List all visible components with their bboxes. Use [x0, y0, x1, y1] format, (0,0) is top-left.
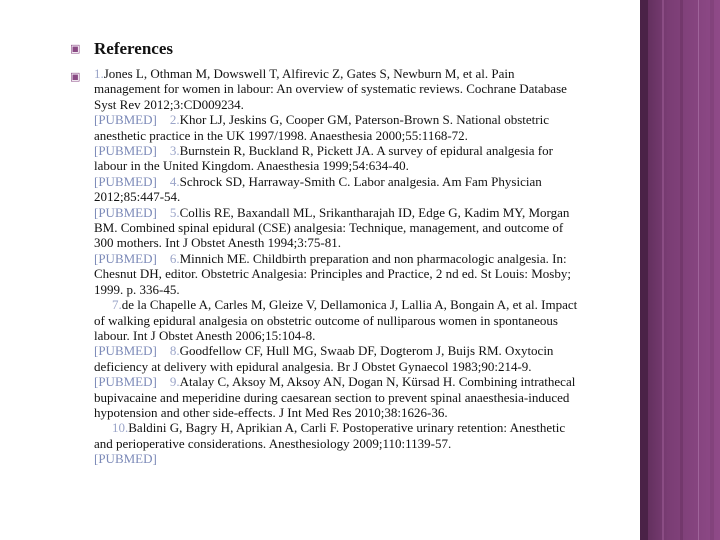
pubmed-link[interactable]: [PUBMED]	[94, 451, 157, 467]
pubmed-link[interactable]: [PUBMED]	[94, 112, 157, 128]
reference-number[interactable]: 7.	[112, 297, 122, 313]
reference-line	[94, 220, 664, 235]
pubmed-link[interactable]: [PUBMED]	[94, 250, 157, 266]
reference-line	[94, 143, 664, 158]
pubmed-link[interactable]: [PUBMED]	[94, 343, 157, 359]
reference-text: de la Chapelle A, Carles M, Gleize V, Dellamonica J, Lallia A, Bongain A, et al. Impact	[121, 297, 578, 313]
reference-text: 300 mothers. Int J Obstet Anesth 1994;3:75-81.	[94, 235, 341, 251]
reference-line	[94, 420, 664, 435]
reference-line	[94, 405, 664, 420]
reference-line	[94, 128, 664, 143]
pubmed-link[interactable]: [PUBMED]	[94, 173, 157, 189]
reference-text: 1999. p. 336-45.	[94, 281, 180, 297]
reference-number[interactable]: 9.	[169, 374, 180, 390]
reference-text: and perioperative considerations. Anesthesiology 2009;110:1139-57.	[94, 435, 452, 451]
reference-number[interactable]: 8.	[169, 343, 180, 359]
reference-text: deficiency at delivery with epidural analgesia. Br J Obstet Gynaecol 1983;90:214-9.	[94, 358, 532, 374]
reference-text: Syst Rev 2012;3:CD009234.	[94, 96, 244, 112]
references-list	[94, 66, 664, 467]
reference-line	[94, 359, 664, 374]
reference-line	[94, 313, 664, 328]
reference-line	[94, 158, 664, 173]
reference-text: labour in the United Kingdom. Anaesthesia 1999;54:634-40.	[94, 158, 409, 174]
reference-text: Burnstein R, Buckland R, Pickett JA. A survey of epidural analgesia for	[179, 143, 553, 159]
reference-line	[94, 251, 664, 266]
reference-line	[94, 97, 664, 112]
reference-text: BM. Combined spinal epidural (CSE) analgesia: Technique, management, and outcome of	[94, 220, 564, 236]
reference-line	[94, 390, 664, 405]
reference-text: labour. Int J Obstet Anesth 2006;15:104-8.	[94, 327, 316, 343]
pubmed-link[interactable]: [PUBMED]	[94, 204, 157, 220]
reference-text: Khor LJ, Jeskins G, Cooper GM, Paterson-Brown S. National obstetric	[179, 112, 549, 128]
reference-text: 2012;85:447-54.	[94, 189, 181, 205]
reference-line	[94, 174, 664, 189]
reference-text: Atalay C, Aksoy M, Aksoy AN, Dogan N, Kürsad H. Combining intrathecal	[179, 374, 576, 390]
sidebar-stripe	[698, 0, 699, 540]
reference-number[interactable]: 4.	[169, 173, 180, 189]
reference-line	[94, 282, 664, 297]
square-bullet-icon: ▣	[70, 70, 81, 83]
pubmed-link[interactable]: [PUBMED]	[94, 374, 157, 390]
reference-text: Minnich ME. Childbirth preparation and non pharmacologic analgesia. In:	[179, 250, 567, 266]
reference-line	[94, 235, 664, 250]
reference-line	[94, 66, 664, 81]
reference-text: Jones L, Othman M, Dowswell T, Alfirevic Z, Gates S, Newburn M, et al. Pain	[103, 66, 515, 81]
reference-number[interactable]: 3.	[169, 143, 180, 159]
reference-number[interactable]: 1.	[94, 66, 104, 81]
reference-line	[94, 266, 664, 281]
reference-line	[94, 205, 664, 220]
reference-text: Schrock SD, Harraway-Smith C. Labor analgesia. Am Fam Physician	[179, 173, 542, 189]
reference-number[interactable]: 10.	[112, 420, 129, 436]
reference-text: hypotension and other side-effects. J Int Med Res 2010;38:1626-36.	[94, 404, 448, 420]
reference-text: anesthetic practice in the UK 1997/1998. Anaesthesia 2000;55:1168-72.	[94, 127, 468, 143]
pubmed-link[interactable]: [PUBMED]	[94, 143, 157, 159]
reference-text: Chesnut DH, editor. Obstetric Analgesia: Principles and Practice, 2 nd ed. St Louis: Mosby;	[94, 266, 571, 282]
reference-line	[94, 297, 664, 312]
reference-text: management for women in labour: An overview of systematic reviews. Cochrane Database	[94, 81, 567, 97]
references-heading: References	[94, 39, 173, 58]
reference-number[interactable]: 2.	[169, 112, 180, 128]
reference-text: Baldini G, Bagry H, Aprikian A, Carli F. Postoperative urinary retention: Anesthetic	[128, 420, 566, 436]
reference-number[interactable]: 6.	[169, 250, 180, 266]
reference-line	[94, 112, 664, 127]
reference-number[interactable]: 5.	[169, 204, 180, 220]
reference-line	[94, 436, 664, 451]
reference-line	[94, 374, 664, 389]
reference-line	[94, 81, 664, 96]
reference-text: Goodfellow CF, Hull MG, Swaab DF, Dogterom J, Buijs RM. Oxytocin	[179, 343, 554, 359]
sidebar-stripe	[680, 0, 683, 540]
reference-line	[94, 451, 664, 466]
reference-line	[94, 343, 664, 358]
reference-text: Collis RE, Baxandall ML, Srikantharajah ID, Edge G, Kadim MY, Morgan	[179, 204, 570, 220]
sidebar-stripe	[710, 0, 714, 540]
reference-line	[94, 328, 664, 343]
square-bullet-icon: ▣	[70, 42, 81, 55]
reference-line	[94, 189, 664, 204]
reference-text: bupivacaine and meperidine during caesarean section to prevent spinal anaesthesia-induced	[94, 389, 570, 405]
reference-text: of walking epidural analgesia on obstetric outcome of nulliparous women in spontaneous	[94, 312, 558, 328]
